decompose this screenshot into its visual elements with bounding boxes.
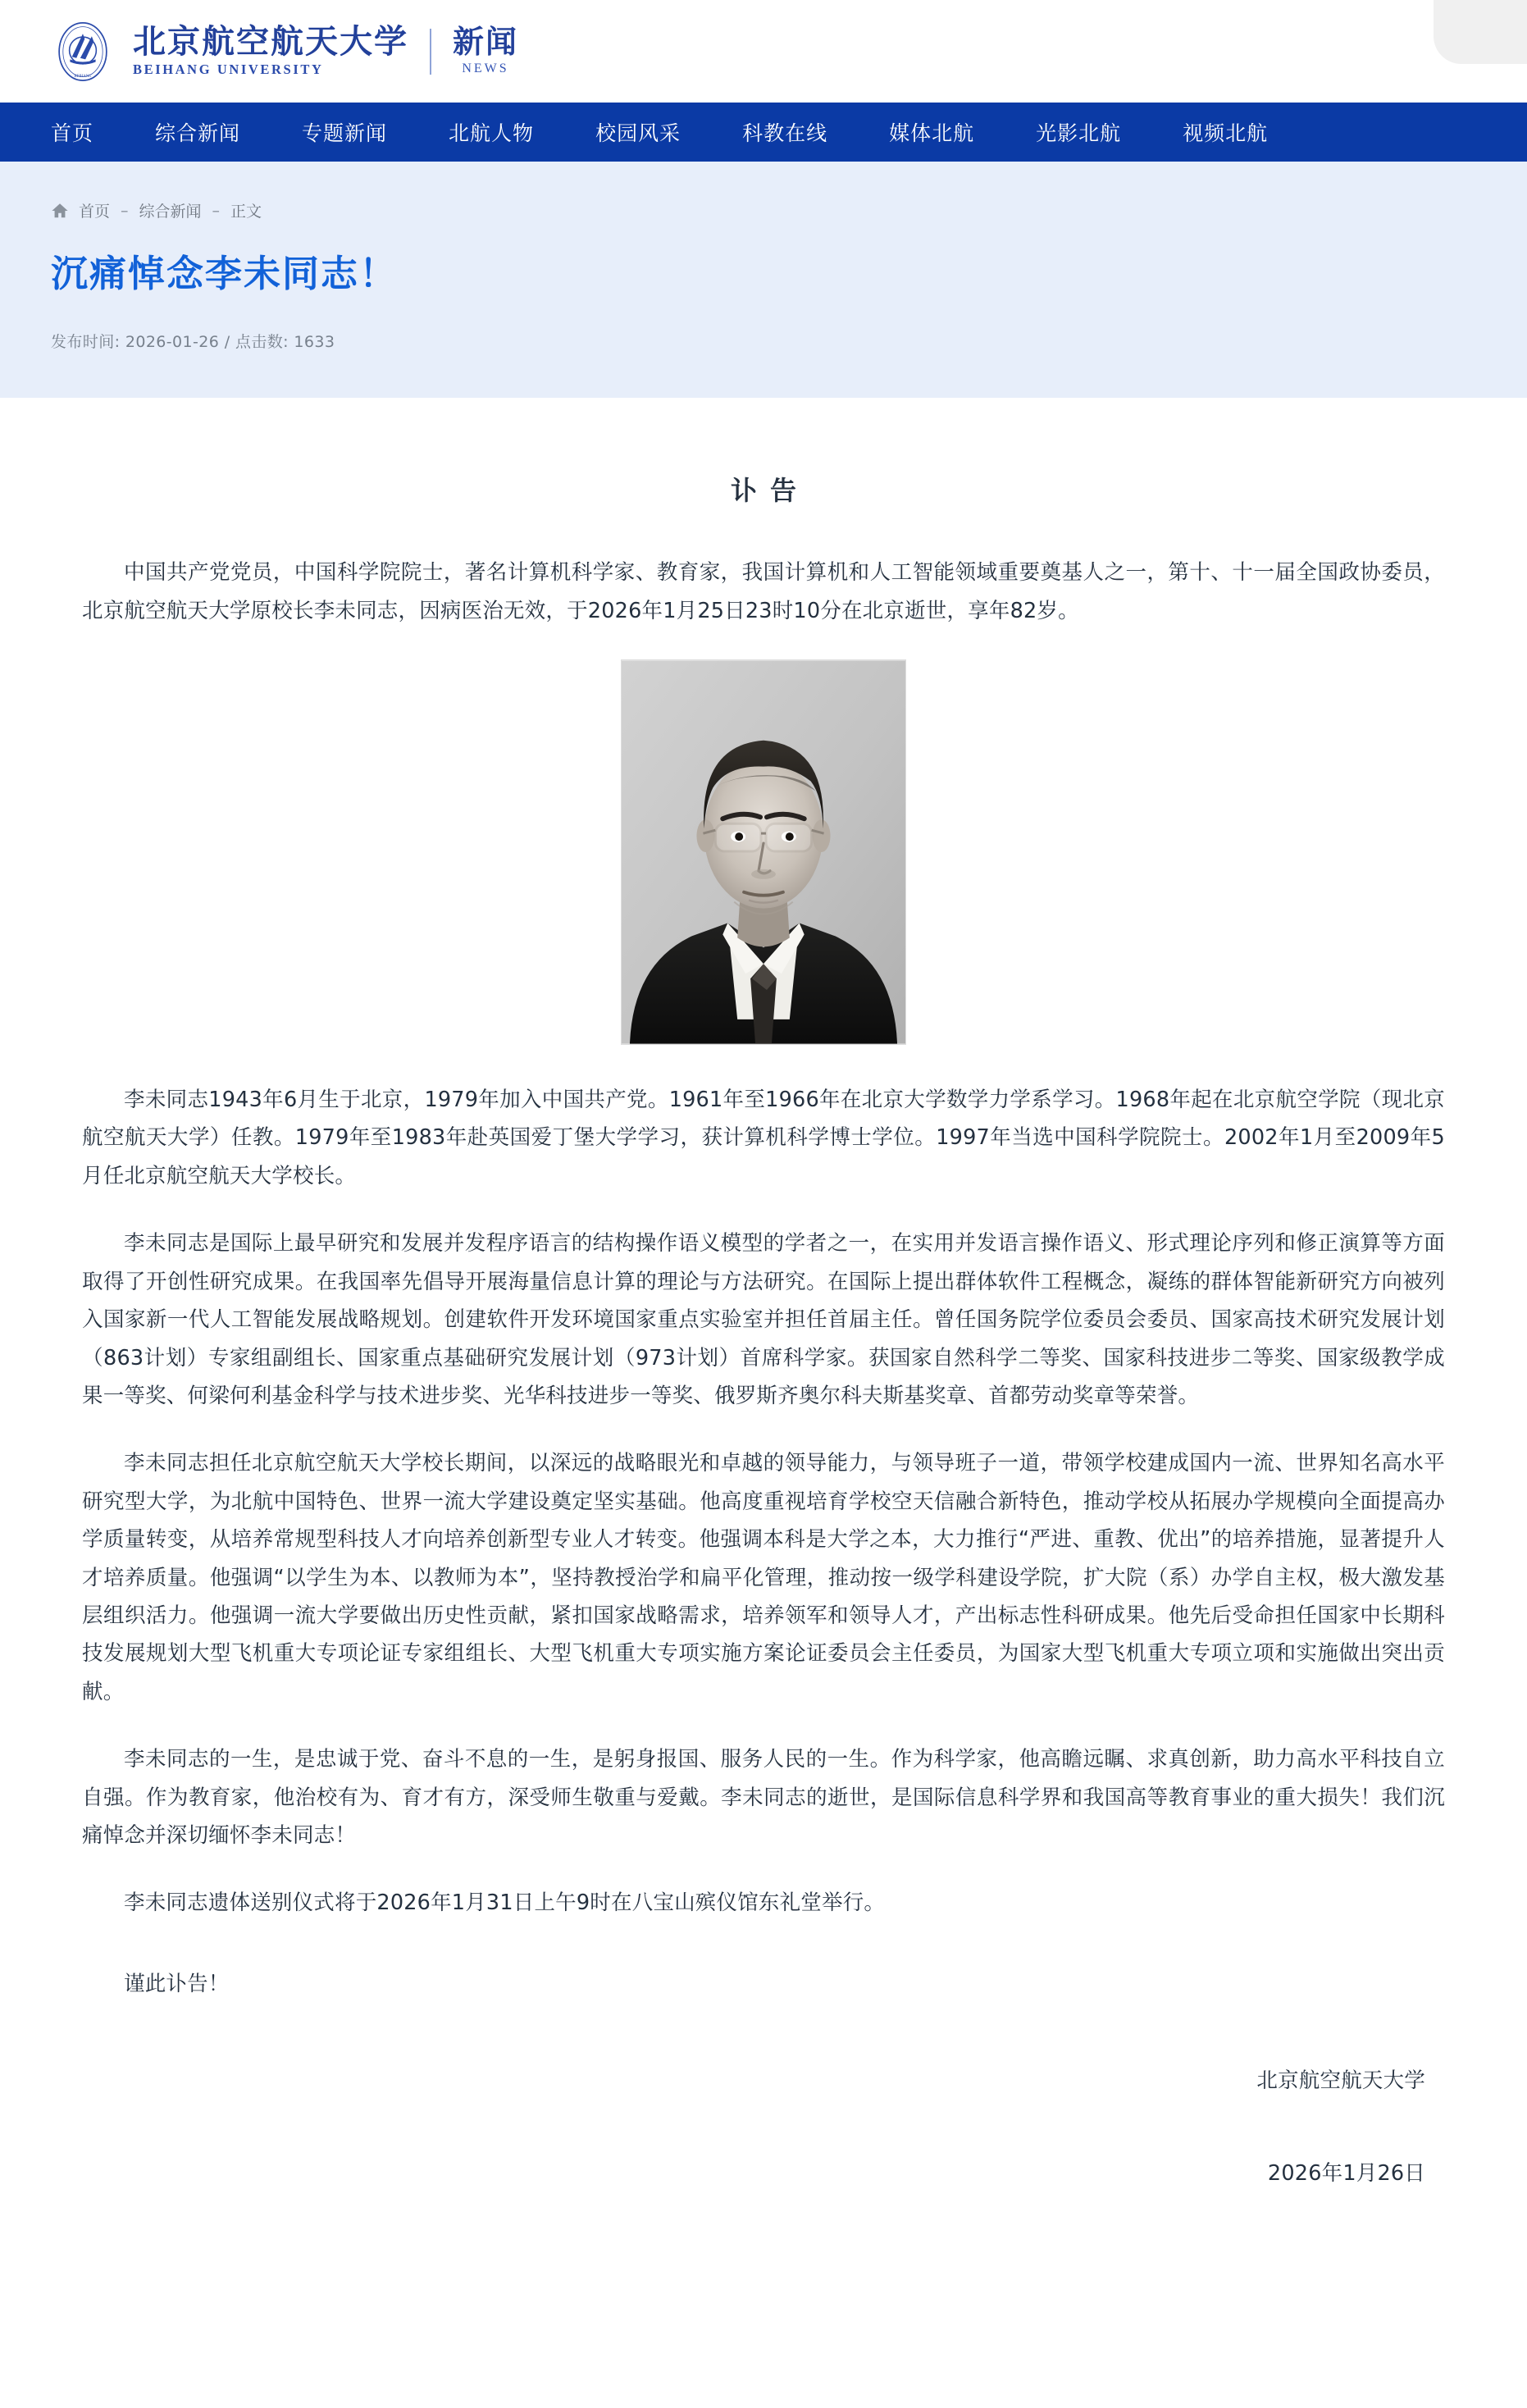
- article-paragraph-2: 李未同志1943年6月生于北京，1979年加入中国共产党。1961年至1966年在北京大学数学力学系学习。1968年起在北京航空学院（现北京航空航天大学）任教。1979年至1983年赴英国爱丁堡大学学习，获计算机科学博士学位。1997年当选中国科学院院士。2002年1月至2009年5月任北京航空航天大学校长。: [82, 1088, 1445, 1188]
- breadcrumb-item-general-news[interactable]: 综合新闻: [139, 203, 202, 221]
- brand-divider: [430, 29, 431, 75]
- beihang-crest-icon: [51, 20, 115, 84]
- article-paragraph-1: 中国共产党党员，中国科学院院士，著名计算机科学家、教育家，我国计算机和人工智能领域重要奠基人之一，第十、十一届全国政协委员，北京航空航天大学原校长李未同志，因病医治无效，于2026年1月25日23时10分在北京逝世，享年82岁。: [82, 560, 1445, 623]
- nav-item-photo-beihang[interactable]: 光影北航: [1036, 121, 1122, 145]
- breadcrumb-item-current: 正文: [230, 203, 262, 221]
- nav-item-campus-life[interactable]: 校园风采: [595, 121, 681, 145]
- nav-item-video-beihang[interactable]: 视频北航: [1183, 121, 1269, 145]
- article-paragraph-4: 李未同志担任北京航空航天大学校长期间，以深远的战略眼光和卓越的领导能力，与领导班子一道，带领学校建成国内一流、世界知名高水平研究型大学，为北航中国特色、世界一流大学建设奠定坚实基础。他高度重视培育学校空天信融合新特色，推动学校从拓展办学规模向全面提高办学质量转变，从培养常规型科技人才向培养创新型专业人才转变。他强调本科是大学之本，大力推行“严进、重教、优出”的培养措施，显著提升人才培养质量。他强调“以学生为本、以教师为本”，坚持教授治学和扁平化管理，推动按一级学科建设学院，扩大院（系）办学自主权，极大激发基层组织活力。他强调一流大学要做出历史性贡献，紧扣国家战略需求，培养领军和领导人才，产出标志性科研成果。他先后受命担任国家中长期科技发展规划大型飞机重大专项论证专家组组长、大型飞机重大专项实施方案论证委员会主任委员，为国家大型飞机重大专项立项和实施做出突出贡献。: [82, 1451, 1445, 1704]
- article-paragraph-3: 李未同志是国际上最早研究和发展并发程序语言的结构操作语义模型的学者之一，在实用并发语言操作语义、形式理论序列和修正演算等方面取得了开创性研究成果。在我国率先倡导开展海量信息计算的理论与方法研究。在国际上提出群体软件工程概念，凝练的群体智能新研究方向被列入国家新一代人工智能发展战略规划。创建软件开发环境国家重点实验室并担任首届主任。曾任国务院学位委员会委员、国家高技术研究发展计划（863计划）专家组副组长、国家重点基础研究发展计划（973计划）首席科学家。获国家自然科学二等奖、国家科技进步二等奖、国家级教学成果一等奖、何梁何利基金科学与技术进步奖、光华科技进步一等奖、俄罗斯齐奥尔科夫斯基奖章、首都劳动奖章等荣誉。: [82, 1231, 1445, 1408]
- site-header: [0, 0, 1527, 103]
- site-brand[interactable]: [51, 20, 518, 84]
- nav-item-general-news[interactable]: 综合新闻: [155, 121, 241, 145]
- article-body: [0, 398, 1527, 2242]
- article-paragraph-5: 李未同志的一生，是忠诚于党、奋斗不息的一生，是躬身报国、服务人民的一生。作为科学家，他高瞻远瞩、求真创新，助力高水平科技自立自强。作为教育家，他治校有为、育才有方，深受师生敬重与爱戴。李未同志的逝世，是国际信息科学界和我国高等教育事业的重大损失！我们沉痛悼念并深切缅怀李未同志！: [82, 1747, 1445, 1848]
- svg-text:BEIHANG: BEIHANG: [74, 74, 92, 79]
- breadcrumb-separator-1: –: [121, 201, 129, 220]
- news-label-cn: 新闻: [453, 24, 519, 61]
- nav-item-special-news[interactable]: 专题新闻: [302, 121, 388, 145]
- page-title: 沉痛悼念李未同志！: [51, 252, 399, 295]
- nav-item-media-beihang[interactable]: 媒体北航: [889, 121, 975, 145]
- article-title-band: [0, 162, 1527, 398]
- brand-name-en: BEIHANG UNIVERSITY: [133, 62, 324, 77]
- home-icon: [51, 202, 69, 220]
- nav-item-science-education[interactable]: 科教在线: [742, 121, 828, 145]
- signature-organization: 北京航空航天大学: [1256, 2068, 1425, 2094]
- breadcrumb-separator-2: –: [212, 201, 221, 220]
- breadcrumb: [51, 199, 1476, 221]
- notice-heading: 讣告: [730, 475, 809, 507]
- brand-name-cn: 北京航空航天大学: [133, 23, 408, 61]
- header-corner-panel: [1434, 0, 1527, 64]
- portrait-photo: [621, 659, 906, 1045]
- portrait-container: [82, 659, 1445, 1045]
- article-meta: 发布时间: 2026-01-26 / 点击数: 1633: [51, 333, 335, 352]
- breadcrumb-item-home[interactable]: 首页: [79, 203, 111, 221]
- signature-date: 2026年1月26日: [1267, 2160, 1425, 2186]
- article-paragraph-farewell-ceremony: 李未同志遗体送别仪式将于2026年1月31日上午9时在八宝山殡仪馆东礼堂举行。: [124, 1890, 886, 1916]
- article-paragraph-closing: 谨此讣告！: [124, 1971, 230, 1996]
- main-navigation: [0, 103, 1527, 162]
- news-label-en: NEWS: [462, 61, 509, 75]
- nav-item-home[interactable]: 首页: [51, 121, 94, 145]
- nav-item-beihang-people[interactable]: 北航人物: [449, 121, 535, 145]
